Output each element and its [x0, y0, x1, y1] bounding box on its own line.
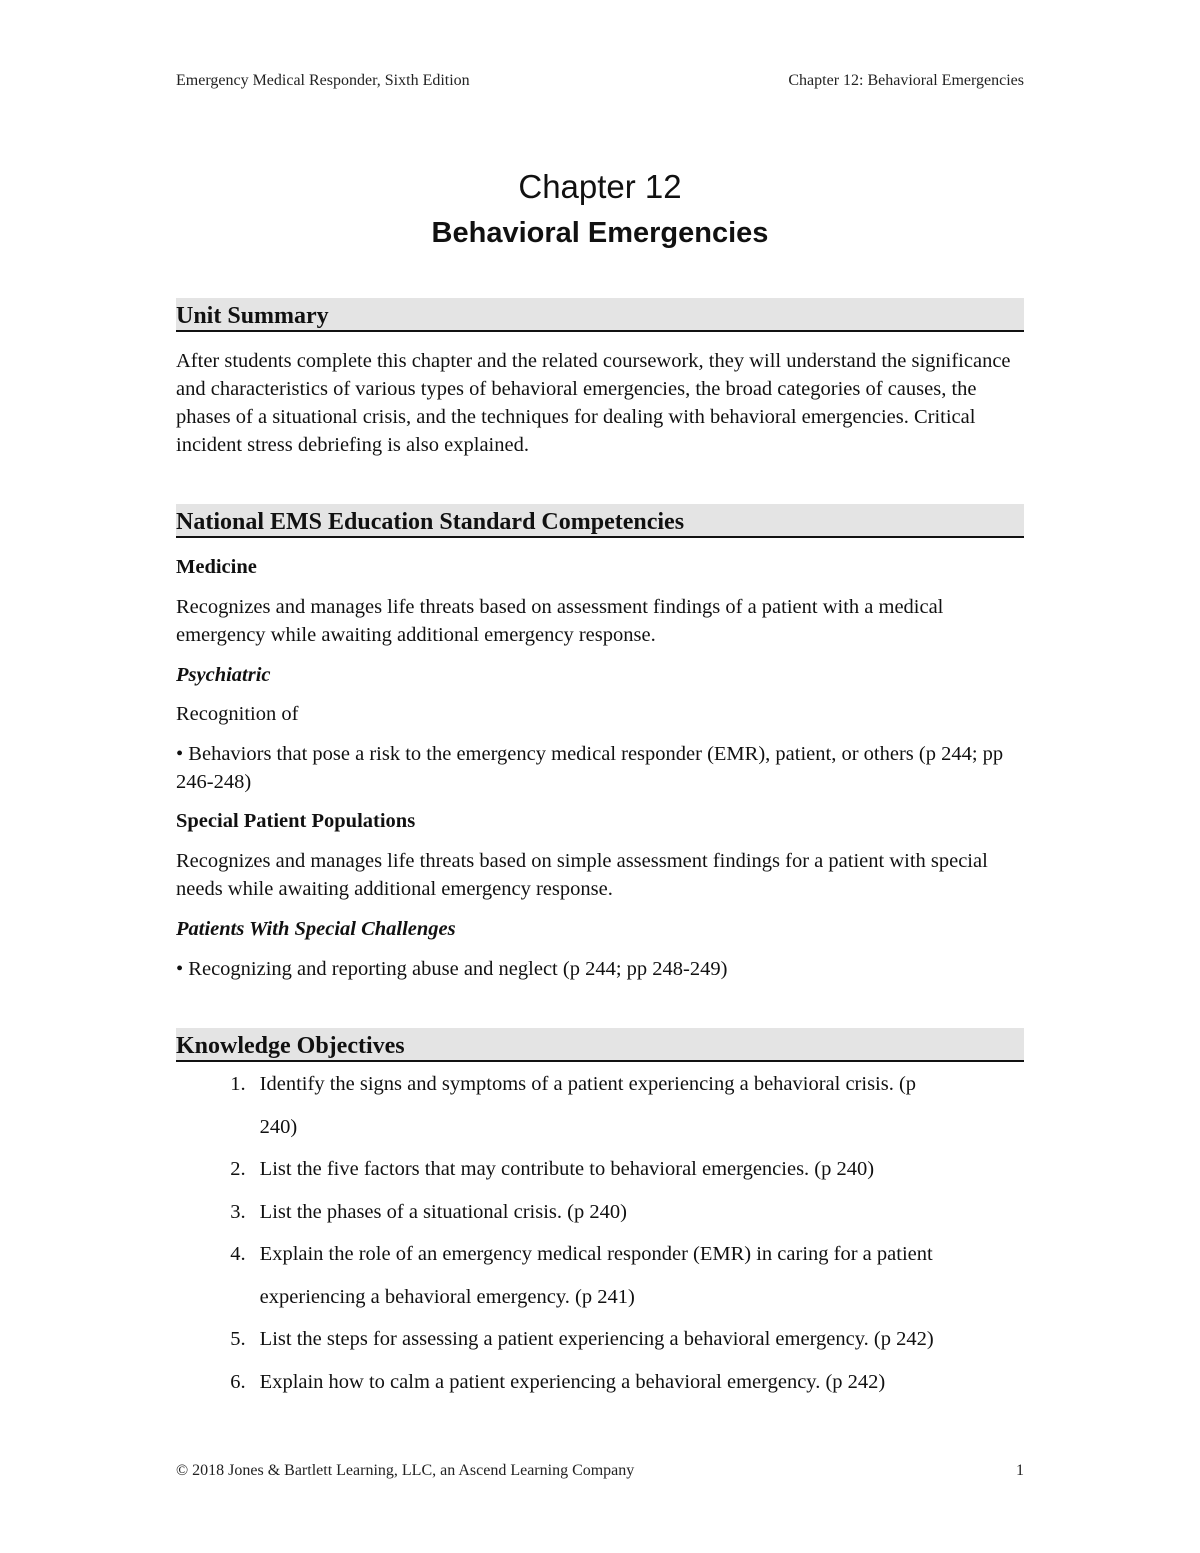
list-item: [176, 1318, 1036, 1361]
footer-copyright: © 2018 Jones & Bartlett Learning, LLC, an Ascend Learning Company: [176, 1462, 635, 1479]
list-item-text-continued: 240): [259, 1115, 298, 1138]
list-item: [176, 1063, 1036, 1148]
list-item-number: 4.: [230, 1243, 246, 1265]
special-challenges-bullet: • Recognizing and reporting abuse and neglect (p 244; pp 248-249): [176, 958, 728, 980]
special-challenges-heading: Patients With Special Challenges: [176, 918, 456, 940]
recognition-of-text: Recognition of: [176, 703, 299, 725]
list-item-number: 6.: [230, 1370, 246, 1393]
list-item-text: Identify the signs and symptoms of a patient experiencing a behavioral crisis. (p: [259, 1073, 917, 1095]
chapter-number: Chapter 12: [518, 168, 682, 205]
list-item-text: Explain how to calm a patient experiencing a behavioral emergency. (p 242): [259, 1370, 886, 1393]
page-header: [176, 72, 1024, 90]
list-item: [176, 1361, 1036, 1404]
list-item-number: 3.: [230, 1200, 246, 1223]
unit-summary-text: After students complete this chapter and the related coursework, they will understand the significance and characteristics of various types of behavioral emergencies, the broad categories of causes, the phases of a situational crisis, and the techniques for dealing with behavioral emergencies. Critical incident stress debriefing is also explained.: [176, 350, 1011, 456]
knowledge-objectives-heading: Knowledge Objectives: [176, 1028, 1024, 1062]
list-item: [176, 1233, 1036, 1318]
list-item-number: 1.: [230, 1073, 246, 1095]
header-chapter-title: Chapter 12: Behavioral Emergencies: [788, 72, 1024, 89]
list-item-number: 5.: [230, 1328, 246, 1350]
page-footer: [176, 1462, 1024, 1480]
list-item: [176, 1191, 1036, 1234]
page-number: 1: [1016, 1462, 1024, 1479]
list-item-text: List the five factors that may contribute to behavioral emergencies. (p 240): [259, 1158, 875, 1180]
list-item-text: List the phases of a situational crisis. (p 240): [259, 1200, 627, 1223]
title-block: [176, 165, 1024, 257]
list-item-text: List the steps for assessing a patient experiencing a behavioral emergency. (p 242): [259, 1328, 934, 1350]
knowledge-objectives-list: [176, 1063, 1036, 1403]
header-book-title: Emergency Medical Responder, Sixth Edition: [176, 72, 470, 89]
unit-summary-heading: Unit Summary: [176, 298, 1024, 332]
list-item-number: 2.: [230, 1158, 246, 1180]
chapter-subtitle: Behavioral Emergencies: [431, 217, 769, 249]
list-item-text-continued: experiencing a behavioral emergency. (p 241): [259, 1285, 635, 1308]
psychiatric-heading: Psychiatric: [176, 664, 271, 686]
medicine-heading: Medicine: [176, 556, 257, 578]
special-populations-text: Recognizes and manages life threats based on simple assessment findings for a patient with special needs while awaiting additional emergency response.: [176, 850, 988, 900]
list-item: [176, 1148, 1036, 1191]
list-item-text: Explain the role of an emergency medical responder (EMR) in caring for a patient: [259, 1243, 933, 1265]
medicine-text: Recognizes and manages life threats based on assessment findings of a patient with a medical emergency while awaiting additional emergency response.: [176, 596, 944, 646]
competencies-heading: National EMS Education Standard Competencies: [176, 504, 1024, 538]
psychiatric-bullet: • Behaviors that pose a risk to the emergency medical responder (EMR), patient, or others (p 244; pp 246-248): [176, 743, 1004, 793]
special-populations-heading: Special Patient Populations: [176, 810, 416, 832]
